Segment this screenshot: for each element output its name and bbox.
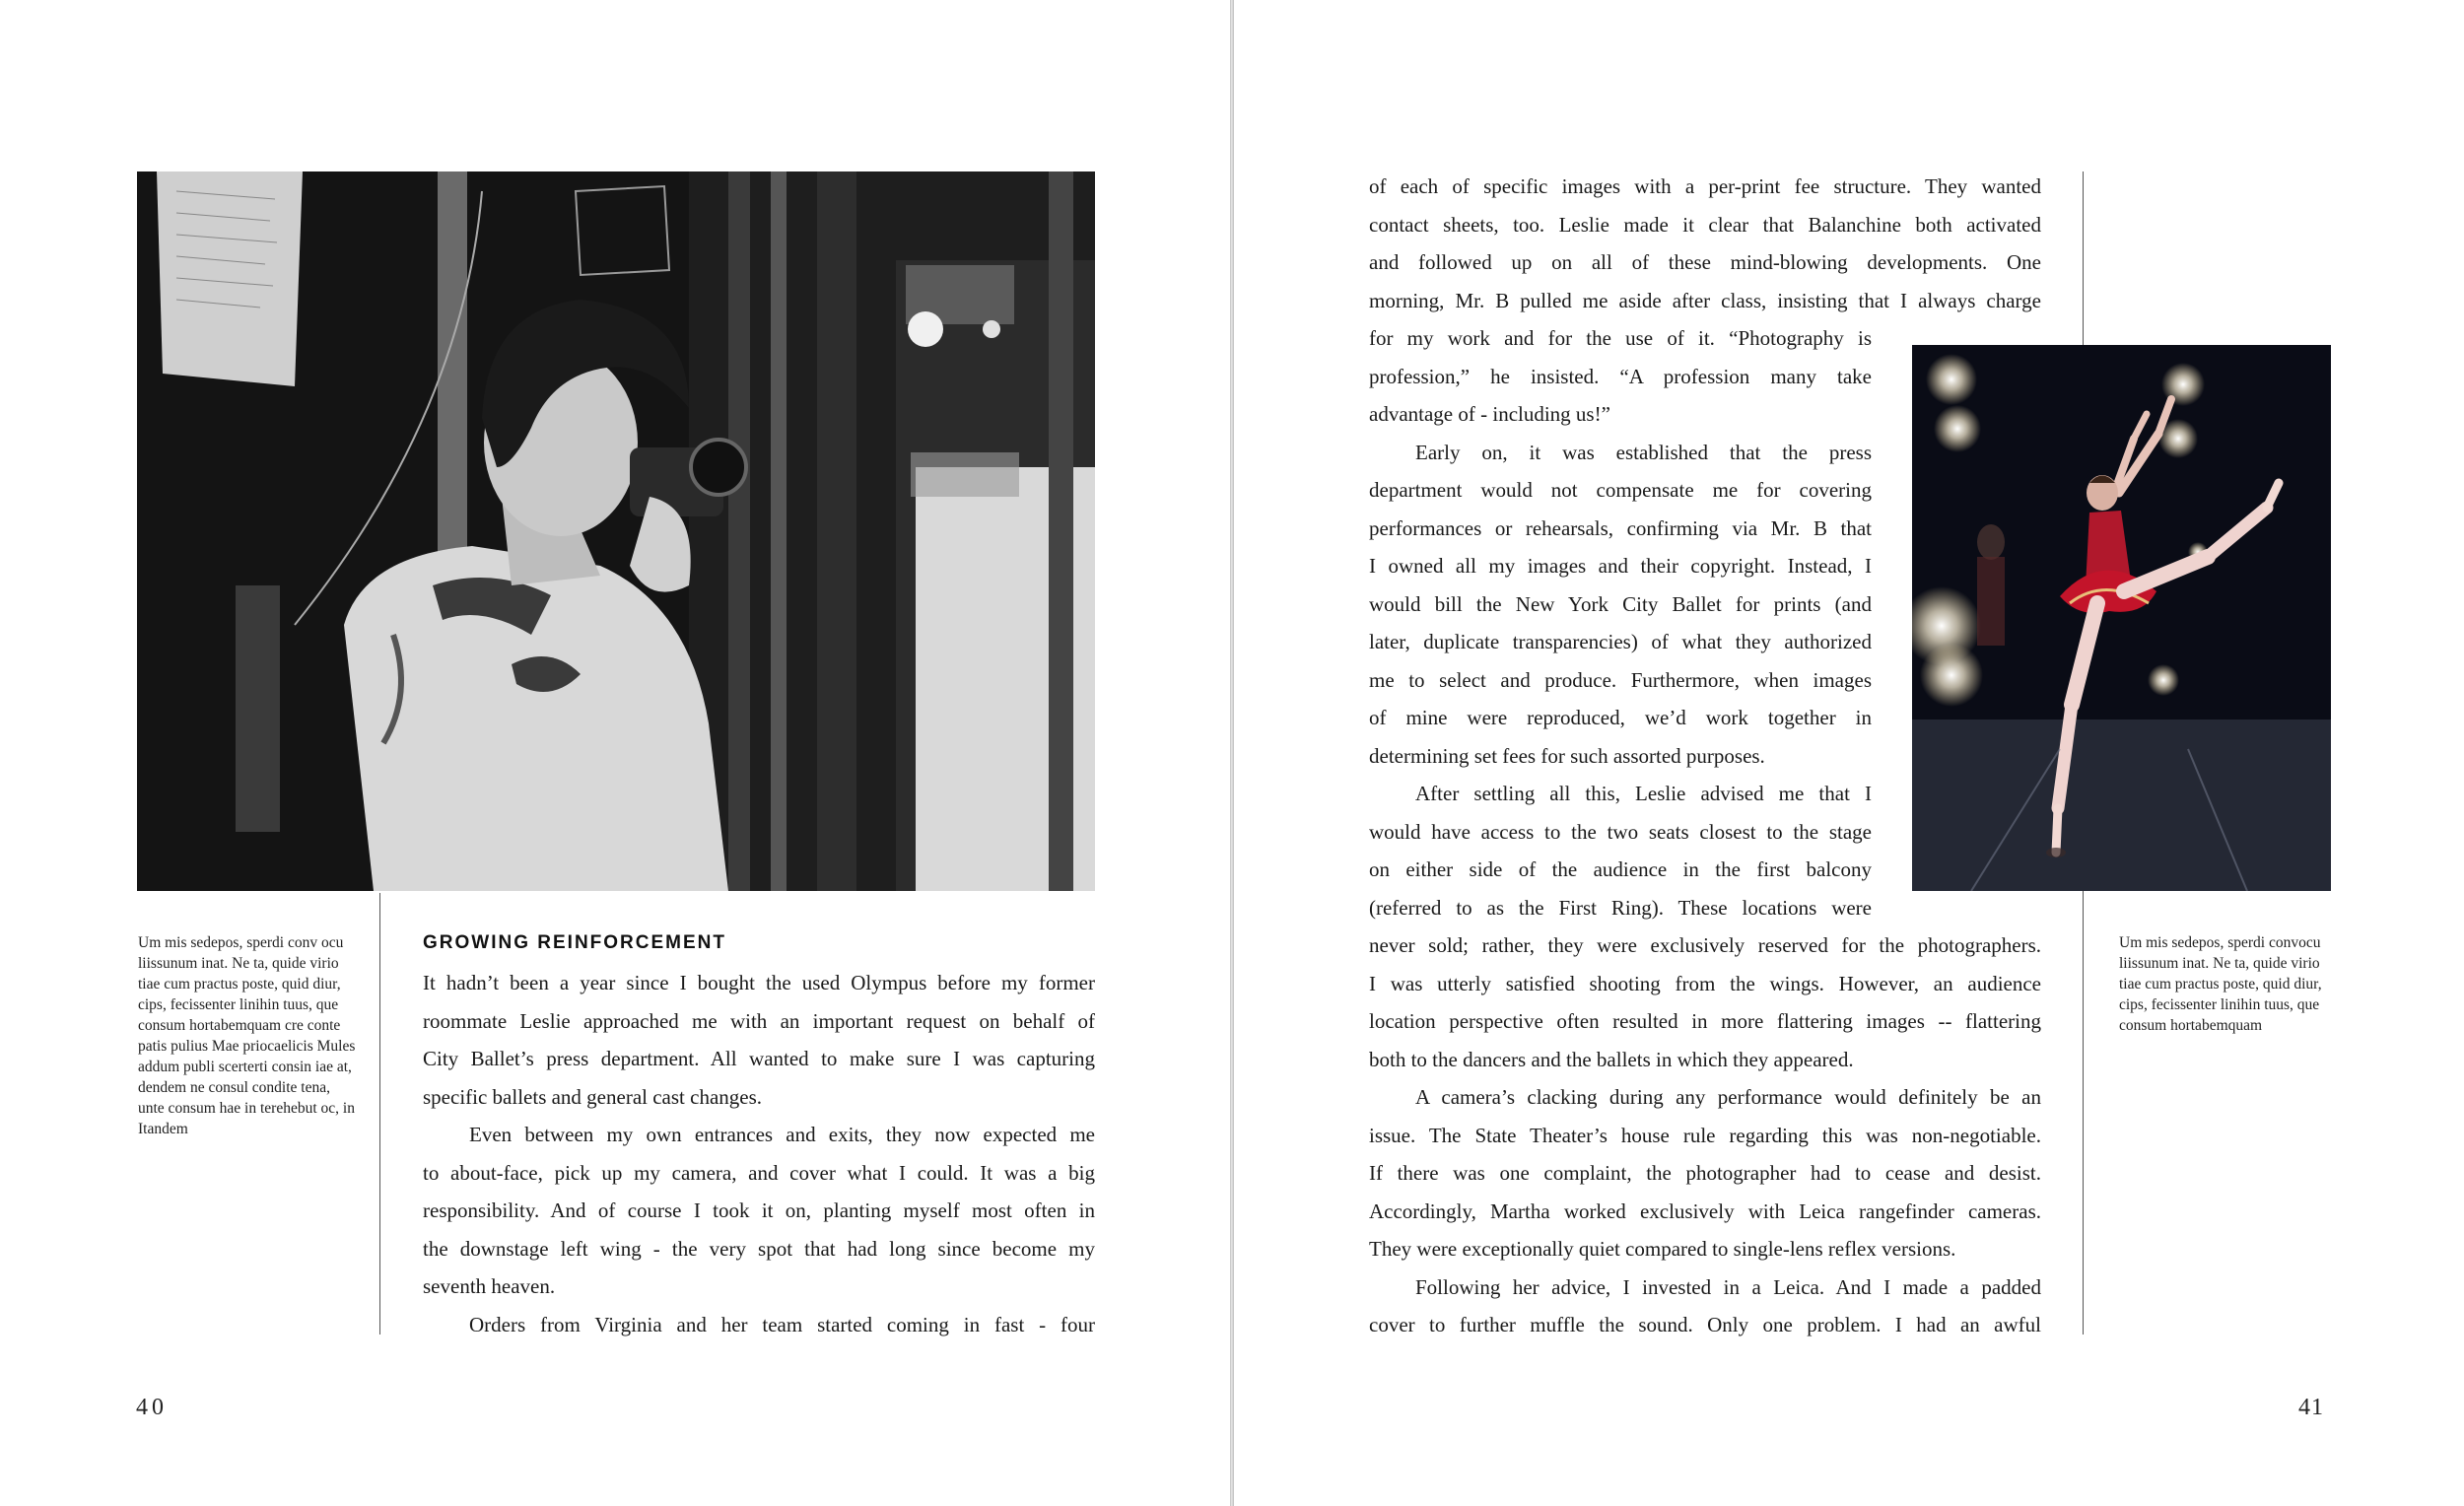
right-page	[1234, 0, 2464, 1506]
text-line: and followed up on all of these mind-blowing developments. One	[1369, 250, 2041, 274]
text-line: Even between my own entrances and exits, they now expected me	[469, 1123, 1095, 1146]
text-line: A camera’s clacking during any performance would definitely be an	[1415, 1085, 2041, 1109]
ballerina-photo	[1912, 345, 2331, 891]
text-line: Following her advice, I invested in a Leica. And I made a padded	[1415, 1274, 2041, 1299]
text-line: I owned all my images and their copyright. Instead, I	[1369, 554, 1872, 578]
text-line: contact sheets, too. Leslie made it clear that Balanchine both activated	[1369, 212, 2041, 237]
body-text-left	[423, 964, 1095, 1343]
text-line: both to the dancers and the ballets in which they appeared.	[1369, 1047, 1854, 1071]
text-line: for my work and for the use of it. “Photography is	[1369, 326, 1872, 350]
text-line: They were exceptionally quiet compared to single-lens reflex versions.	[1369, 1237, 1956, 1261]
text-line: would bill the New York City Ballet for prints (and	[1369, 591, 1872, 616]
text-line: performances or rehearsals, confirming via Mr. B that	[1369, 515, 1872, 540]
caption-divider	[379, 893, 380, 1335]
text-line: responsibility. And of course I took it on, planting myself most often in	[423, 1198, 1095, 1222]
text-line: roommate Leslie approached me with an important request on behalf of	[423, 1008, 1095, 1033]
photo-caption: Um mis sedepos, sperdi conv ocu liissunum inat. Ne ta, quide virio tiae cum practus poste, quid diur, cips, fecissenter linihin tuus, que consum hortabemquam cre conte patis pulius Mae priocaelicis Mules addum publi scerterti consin iae at, dendem ne consul condite tena, unte consum hae in terehebut oc, in Itandem	[138, 934, 356, 1137]
text-line: issue. The State Theater’s house rule regarding this was non-negotiable.	[1369, 1123, 2041, 1147]
body-text-right-wrap	[1369, 319, 1872, 926]
text-line: I was utterly satisfied shooting from the wings. However, an audience	[1369, 971, 2041, 995]
text-line: on either side of the audience in the first balcony	[1369, 857, 1872, 881]
text-line: morning, Mr. B pulled me aside after class, insisting that I always charge	[1369, 288, 2041, 312]
text-line: seventh heaven.	[423, 1274, 556, 1298]
text-line: the downstage left wing - the very spot that had long since become my	[423, 1236, 1095, 1261]
text-line: determining set fees for such assorted purposes.	[1369, 743, 1765, 768]
left-page	[0, 0, 1230, 1506]
text-line: of mine were reproduced, we’d work together in	[1369, 706, 1872, 729]
section-heading: GROWING REINFORCEMENT	[423, 932, 726, 953]
body-text-right-bottom	[1369, 926, 2041, 1344]
text-line: cover to further muffle the sound. Only one problem. I had an awful	[1369, 1313, 2041, 1336]
text-line: (referred to as the First Ring). These locations were	[1369, 895, 1872, 920]
text-line: me to select and produce. Furthermore, when images	[1369, 667, 1872, 692]
photographer-photo	[137, 171, 1095, 891]
text-line: location perspective often resulted in more flattering images -- flattering	[1369, 1009, 2041, 1033]
body-text-right-top	[1369, 168, 2041, 319]
text-line: of each of specific images with a per-print fee structure. They wanted	[1369, 174, 2041, 198]
text-line: later, duplicate transparencies) of what they authorized	[1369, 630, 1872, 653]
text-line: City Ballet’s press department. All wanted to make sure I was capturing	[423, 1047, 1095, 1070]
text-line: specific ballets and general cast changes.	[423, 1084, 763, 1109]
text-line: profession,” he insisted. “A profession many take	[1369, 364, 1872, 388]
text-line: Orders from Virginia and her team started coming in fast - four	[469, 1312, 1095, 1336]
page-number: 40	[136, 1395, 168, 1420]
text-line: would have access to the two seats closest to the stage	[1369, 819, 1872, 844]
page-number: 41	[2298, 1395, 2324, 1420]
text-line: never sold; rather, they were exclusively reserved for the photographers.	[1369, 933, 2041, 957]
text-line: department would not compensate me for covering	[1369, 478, 1872, 502]
photo-caption: Um mis sedepos, sperdi convocu liissunum inat. Ne ta, quide virio tiae cum practus poste, quid diur, cips, fecissenter linihin tuus, que consum hortabemquam	[2119, 934, 2322, 1034]
photographer-photo-illustration	[137, 171, 1095, 891]
text-line: It hadn’t been a year since I bought the used Olympus before my former	[423, 971, 1095, 994]
text-line: Accordingly, Martha worked exclusively with Leica rangefinder cameras.	[1369, 1198, 2041, 1223]
ballerina-photo-illustration	[1912, 345, 2331, 891]
text-line: If there was one complaint, the photographer had to cease and desist.	[1369, 1161, 2041, 1185]
text-line: Early on, it was established that the press	[1415, 440, 1872, 464]
text-line: advantage of - including us!”	[1369, 402, 1610, 426]
text-line: to about-face, pick up my camera, and cover what I could. It was a big	[423, 1160, 1095, 1185]
text-line: After settling all this, Leslie advised me that I	[1415, 782, 1872, 805]
